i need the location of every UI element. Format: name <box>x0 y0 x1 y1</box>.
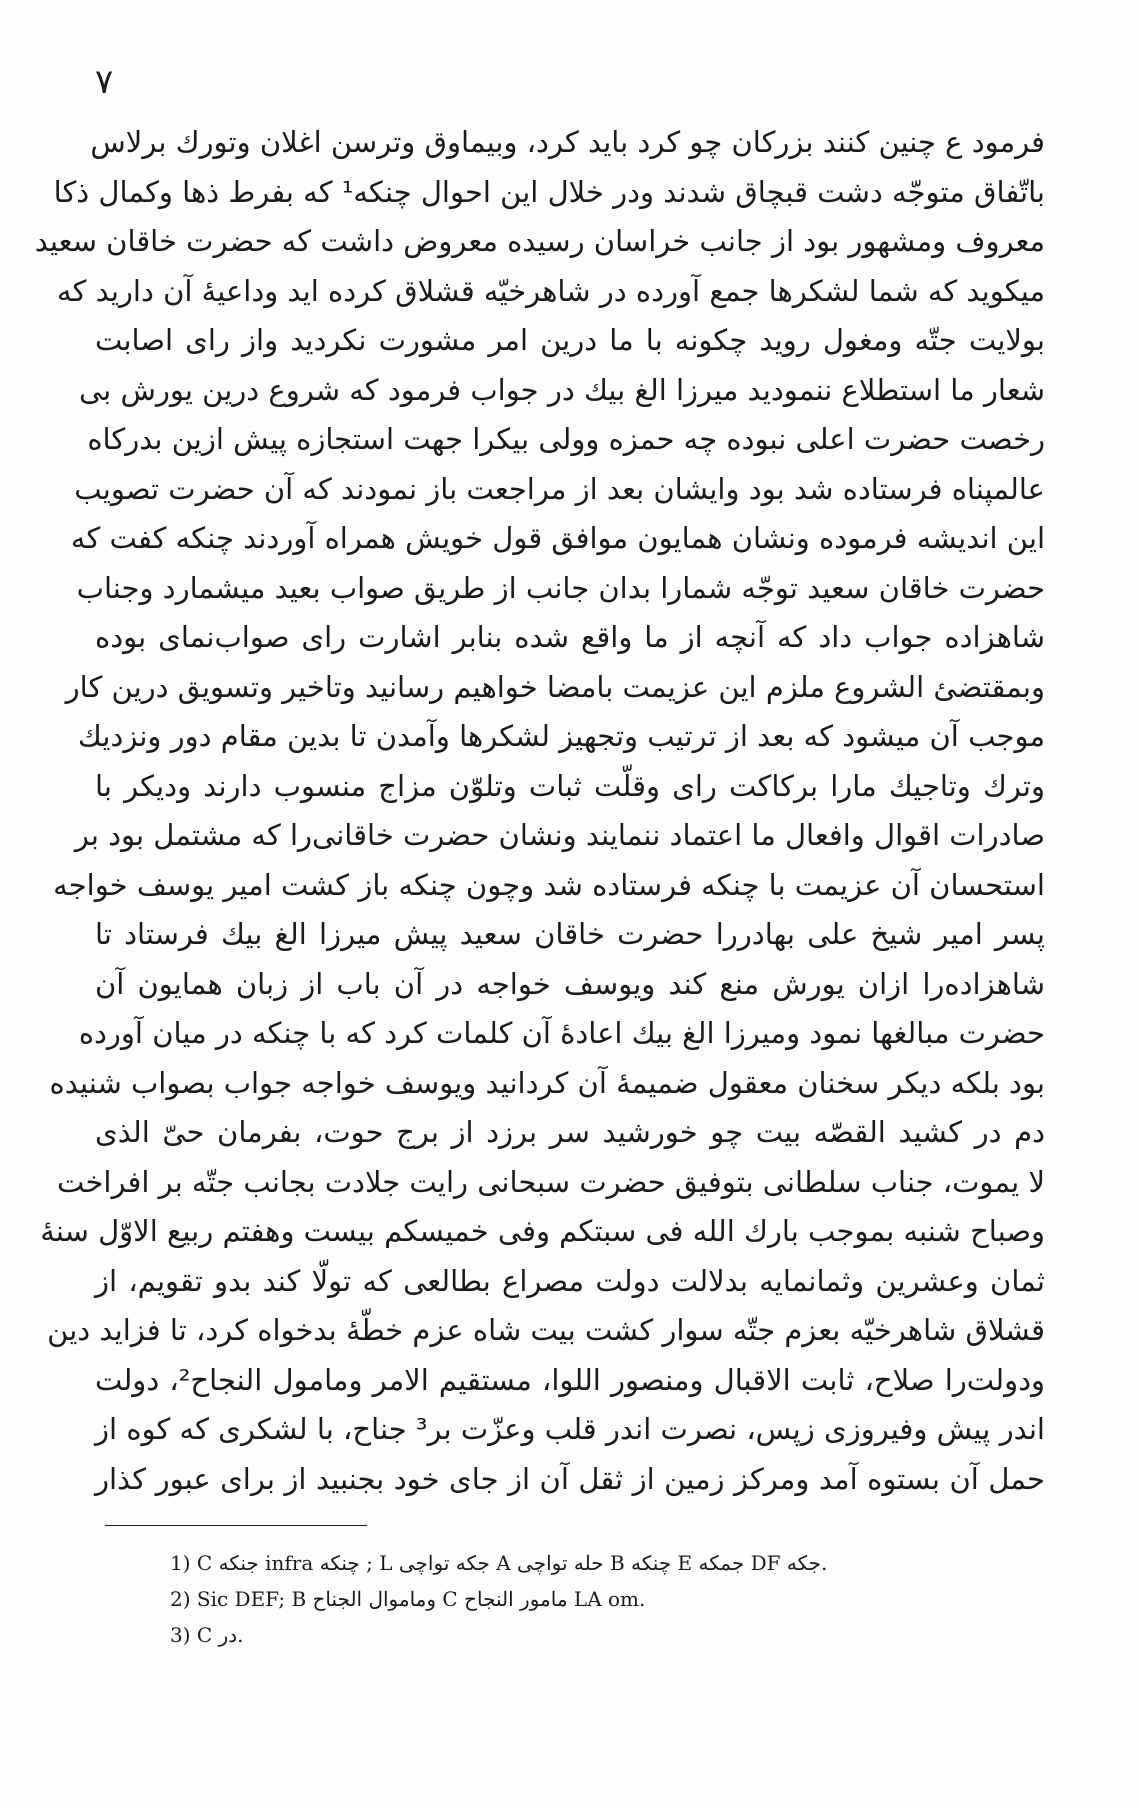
text-line: میکوید که شما لشکرها جمع آورده در شاهرخیّه قشلاق کرده اید وداعیهٔ آن دارید که <box>57 273 1045 308</box>
text-line: موجب آن میشود که بعد از ترتیب وتجهیز لشکرها وآمدن تا بدین مقام دور ونزدیك <box>77 719 1045 753</box>
footnote-text: Sic DEF; B وماموال الجناح C مامور النجاح LA om. <box>196 1587 646 1611</box>
text-line: وترك وتاجیك مارا برکاکت رای وقلّت ثبات وتلوّن مزاج منسوب دارند ودیکر با <box>95 768 1045 803</box>
text-line: صادرات اقوال وافعال ما اعتماد ننمایند ونشان حضرت خاقانی‌را که مشتمل بود بر <box>74 818 1045 852</box>
text-line: بولایت جتّه ومغول روید چکونه با ما درین امر مشورت نکردید واز رای اصابت <box>95 323 1045 357</box>
main-text <box>34 118 1045 1504</box>
footnote <box>170 1617 1070 1653</box>
text-line: معروف ومشهور بود از جانب خراسان رسیده معروض داشت که حضرت خاقان سعید <box>34 224 1045 258</box>
text-line: شاهزاده جواب داد که آنچه از ما واقع شده بنابر اشارت رای صواب‌نمای بوده <box>95 620 1045 654</box>
page-number: ٧ <box>95 62 114 102</box>
footnote <box>170 1545 1070 1581</box>
text-line: شعار ما استطلاع ننمودید میرزا الغ بیك در جواب فرمود که شروع درین یورش بی <box>79 372 1045 407</box>
footnote-text: C در. <box>196 1623 244 1647</box>
footnotes <box>170 1545 1070 1653</box>
text-line: پسر امیر شیخ علی بهادررا حضرت خاقان سعید پیش میرزا الغ بیك فرستاد تا <box>95 917 1045 951</box>
text-line: وصباح شنبه بموجب بارك الله فی سبتکم وفی خمیسکم بیست وهفتم ربیع الاوّل سنهٔ <box>40 1214 1045 1248</box>
text-line: عالمپناه فرستاده شد بود وایشان بعد از مراجعت باز نمودند که آن حضرت تصویب <box>74 471 1045 506</box>
text-line: ودولت‌را صلاح، ثابت الاقبال ومنصور اللوا، مستقیم الامر ومامول النجاح²، دولت <box>95 1362 1045 1397</box>
text-line: اندر پیش وفیروزی زپس، نصرت اندر قلب وعزّت بر³ جناح، با لشکری که کوه از <box>95 1412 1045 1446</box>
text-line: حمل آن بستوه آمد ومرکز زمین از ثقل آن از جای خود بجنبید از برای عبور کذار <box>95 1461 1045 1496</box>
footnote-text: C جنکه infra چنکه ; L جکه تواچی A حله تواچی B چنکه E جمکه DF جکه. <box>196 1551 828 1575</box>
text-line: شاهزاده‌را ازان یورش منع کند ویوسف خواجه در آن باب از زبان همایون آن <box>95 966 1045 1001</box>
text-line: لا یموت، جناب سلطانی بتوفیق حضرت سبحانی رایت جلادت بجانب جتّه بر افراخت <box>57 1164 1045 1199</box>
text-line: فرمود ع چنین کنند بزرکان چو کرد باید کرد، وبیماوق وترسن اغلان وتورك برلاس <box>90 125 1045 159</box>
text-line: باتّفاق متوجّه دشت قبچاق شدند ودر خلال این احوال چنکه¹ که بفرط ذها وکمال ذکا <box>53 174 1045 209</box>
text-line: بود بلکه دیکر سخنان معقول ضمیمهٔ آن کردانید ویوسف خواجه جواب بصواب شنیده <box>49 1065 1045 1100</box>
text-line: دم در کشید القصّه بیت چو خورشید سر برزد از برج حوت، بفرمان حیّ الذی <box>95 1115 1045 1149</box>
footnote-number: 2) <box>170 1587 191 1611</box>
footnote-number: 3) <box>170 1623 191 1647</box>
text-line: ثمان وعشرین وثمانمایه بدلالت دولت مصراع بطالعی که تولّا کند بدو تقویم، از <box>95 1263 1045 1298</box>
text-line: قشلاق شاهرخیّه بعزم جتّه سوار کشت بیت شاه عزم خطّهٔ بدخواه کرد، تا فزاید دین <box>47 1313 1045 1347</box>
text-line: استحسان آن عزیمت با چنکه فرستاده شد وچون چنکه باز کشت امیر یوسف خواجه <box>53 867 1045 902</box>
text-line: وبمقتضئ الشروع ملزم این عزیمت بامضا خواهیم رسانید وتاخیر وتسویق درین کار <box>65 669 1045 704</box>
footnote-divider <box>105 1525 367 1526</box>
text-line: حضرت مبالغها نمود ومیرزا الغ بیك اعادهٔ آن کلمات کرد که با چنکه در میان آورده <box>78 1016 1045 1050</box>
text-line: حضرت خاقان سعید توجّه شمارا بدان جانب از طریق صواب بعید میشمارد وجناب <box>76 570 1045 605</box>
footnote-number: 1) <box>170 1551 191 1575</box>
footnote <box>170 1581 1070 1617</box>
text-line: این اندیشه فرموده ونشان همایون موافق قول خویش همراه آوردند چنکه کفت که <box>70 521 1045 555</box>
text-line: رخصت حضرت اعلی نبوده چه حمزه وولی بیكرا جهت استجازه پیش ازین بدرکاه <box>87 422 1045 456</box>
